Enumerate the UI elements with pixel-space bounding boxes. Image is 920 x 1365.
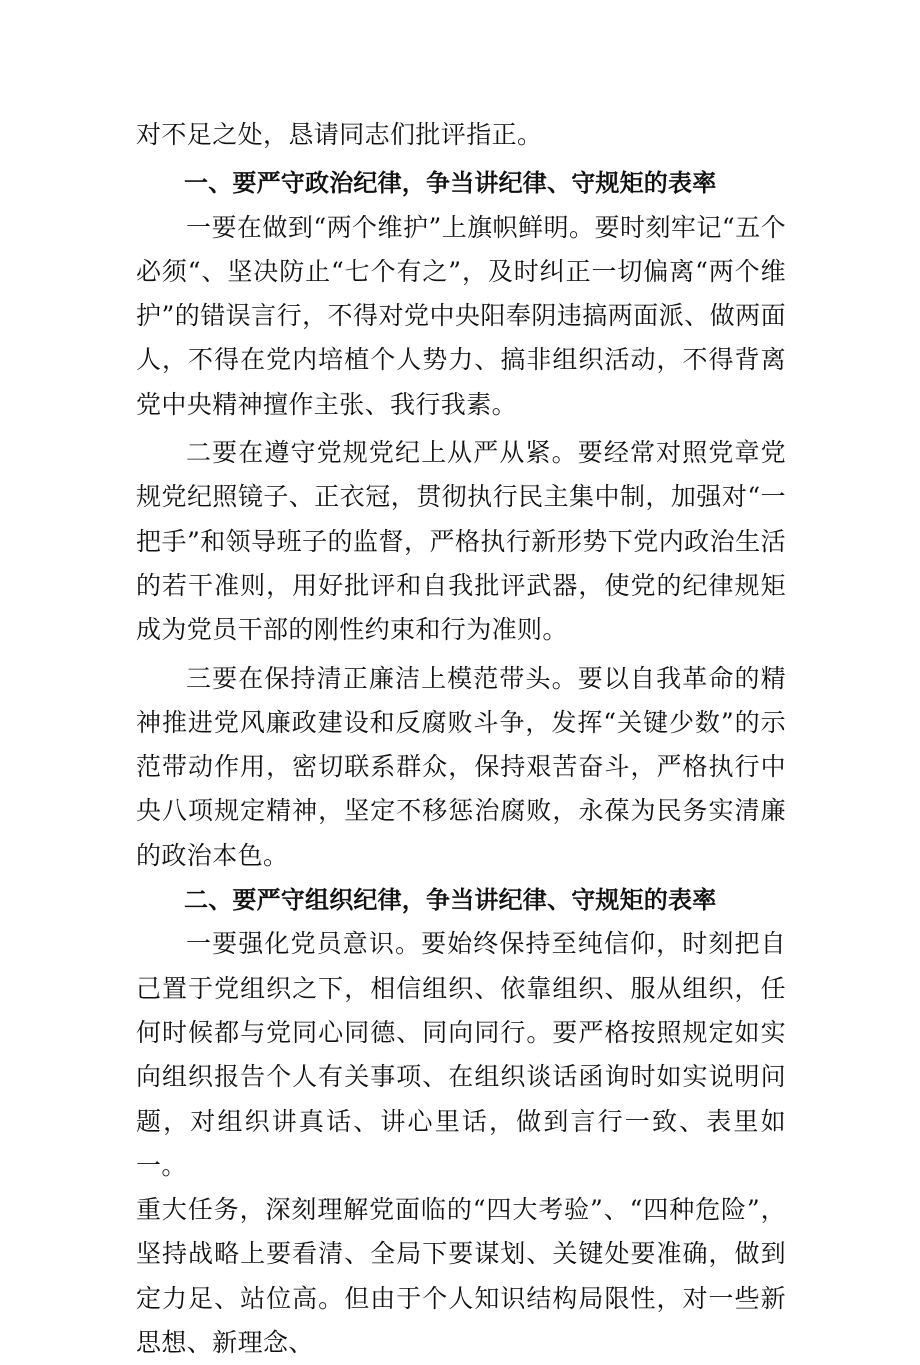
section-heading-organizational-discipline: 二、要严守组织纪律，争当讲纪律、守规矩的表率: [184, 886, 717, 915]
document-body: [136, 113, 786, 1365]
paragraph-party-rules: 二要在遵守党规党纪上从严从紧。要经常对照党章党规党纪照镜子、正衣冠，贯彻执行民主集中制，加强对“一把手”和领导班子的监督，严格执行新形势下党内政治生活的若干准则，用好批评和自我批评武器，使党的纪律规矩成为党员干部的刚性约束和行为准则。: [136, 438, 786, 645]
paragraph-major-tasks: 重大任务，深刻理解党面临的“四大考验”、“四种危险”，坚持战略上要看清、全局下要谋划、关键处要准确，做到定力足、站位高。但由于个人知识结构局限性，对一些新思想、新理念、: [136, 1195, 786, 1358]
paragraph-two-safeguards: 一要在做到“两个维护”上旗帜鲜明。要时刻牢记“五个必须“、坚决防止“七个有之”，及时纠正一切偏离“两个维护”的错误言行，不得对党中央阳奉阴违搞两面派、做两面人，不得在党内培植个人势力、搞非组织活动，不得背离党中央精神擅作主张、我行我素。: [136, 212, 786, 419]
paragraph-integrity: 三要在保持清正廉洁上模范带头。要以自我革命的精神推进党风廉政建设和反腐败斗争，发挥“关键少数”的示范带动作用，密切联系群众，保持艰苦奋斗，严格执行中央八项规定精神，坚定不移惩治腐败，永葆为民务实清廉的政治本色。: [136, 663, 786, 870]
section-heading-political-discipline: 一、要严守政治纪律，争当讲纪律、守规矩的表率: [184, 169, 717, 198]
paragraph-closing-remark: 对不足之处，恳请同志们批评指正。: [136, 120, 543, 149]
paragraph-party-member-awareness: 一要强化党员意识。要始终保持至纯信仰，时刻把自己置于党组织之下，相信组织、依靠组织、服从组织，任何时候都与党同心同德、同向同行。要严格按照规定如实向组织报告个人有关事项、在组织谈话函询时如实说明问题，对组织讲真话、讲心里话，做到言行一致、表里如一。: [136, 929, 786, 1180]
